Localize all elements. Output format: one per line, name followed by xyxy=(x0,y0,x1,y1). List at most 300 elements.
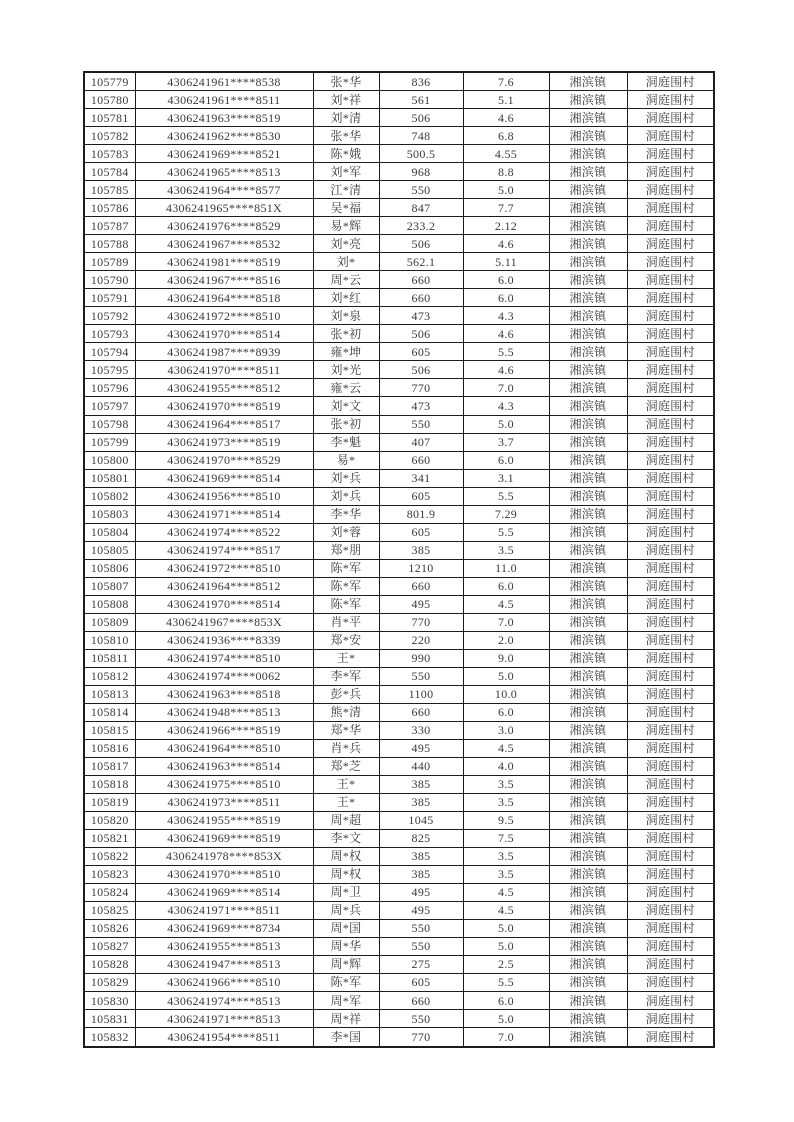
cell-village: 洞庭围村 xyxy=(627,235,714,253)
cell-masked-id-number: 4306241973****8511 xyxy=(135,793,313,811)
cell-amount-secondary: 4.6 xyxy=(463,235,549,253)
cell-serial-number: 105798 xyxy=(84,415,135,433)
cell-masked-name: 陈*军 xyxy=(313,577,379,595)
table-row xyxy=(84,235,714,253)
cell-amount: 550 xyxy=(379,415,463,433)
cell-amount: 385 xyxy=(379,847,463,865)
cell-masked-id-number: 4306241965****8513 xyxy=(135,163,313,181)
cell-amount-secondary: 6.8 xyxy=(463,127,549,145)
cell-amount-secondary: 4.3 xyxy=(463,397,549,415)
cell-serial-number: 105826 xyxy=(84,919,135,937)
cell-amount: 605 xyxy=(379,523,463,541)
cell-masked-id-number: 4306241971****8513 xyxy=(135,1010,313,1028)
table-row xyxy=(84,325,714,343)
cell-village: 洞庭围村 xyxy=(627,72,714,91)
cell-amount: 385 xyxy=(379,865,463,883)
cell-village: 洞庭围村 xyxy=(627,91,714,109)
cell-town: 湘滨镇 xyxy=(549,973,627,991)
cell-serial-number: 105795 xyxy=(84,361,135,379)
cell-amount: 770 xyxy=(379,613,463,631)
cell-masked-id-number: 4306241970****8510 xyxy=(135,865,313,883)
cell-masked-id-number: 4306241961****8538 xyxy=(135,72,313,91)
cell-amount: 847 xyxy=(379,199,463,217)
cell-masked-name: 刘*泉 xyxy=(313,307,379,325)
cell-amount-secondary: 4.6 xyxy=(463,325,549,343)
cell-amount: 660 xyxy=(379,289,463,307)
cell-amount-secondary: 3.0 xyxy=(463,721,549,739)
table-row xyxy=(84,595,714,613)
cell-masked-id-number: 4306241965****851X xyxy=(135,199,313,217)
cell-amount: 440 xyxy=(379,757,463,775)
cell-masked-id-number: 4306241961****8511 xyxy=(135,91,313,109)
cell-amount-secondary: 9.5 xyxy=(463,811,549,829)
cell-masked-id-number: 4306241967****8516 xyxy=(135,271,313,289)
cell-serial-number: 105827 xyxy=(84,937,135,955)
cell-amount-secondary: 7.0 xyxy=(463,1028,549,1047)
cell-serial-number: 105820 xyxy=(84,811,135,829)
cell-amount-secondary: 3.5 xyxy=(463,847,549,865)
cell-amount-secondary: 5.0 xyxy=(463,415,549,433)
cell-amount: 495 xyxy=(379,595,463,613)
cell-amount: 1100 xyxy=(379,685,463,703)
cell-serial-number: 105832 xyxy=(84,1028,135,1047)
cell-masked-name: 肖*兵 xyxy=(313,739,379,757)
cell-masked-name: 刘*文 xyxy=(313,397,379,415)
cell-village: 洞庭围村 xyxy=(627,1028,714,1047)
table-row xyxy=(84,775,714,793)
cell-masked-id-number: 4306241955****8512 xyxy=(135,379,313,397)
table-row xyxy=(84,253,714,271)
cell-serial-number: 105785 xyxy=(84,181,135,199)
cell-village: 洞庭围村 xyxy=(627,469,714,487)
cell-town: 湘滨镇 xyxy=(549,235,627,253)
cell-amount-secondary: 6.0 xyxy=(463,703,549,721)
cell-village: 洞庭围村 xyxy=(627,127,714,145)
cell-amount: 660 xyxy=(379,577,463,595)
cell-masked-name: 李*华 xyxy=(313,505,379,523)
cell-village: 洞庭围村 xyxy=(627,901,714,919)
cell-masked-id-number: 4306241971****8511 xyxy=(135,901,313,919)
cell-masked-name: 周*权 xyxy=(313,847,379,865)
cell-amount-secondary: 9.0 xyxy=(463,649,549,667)
cell-town: 湘滨镇 xyxy=(549,883,627,901)
cell-village: 洞庭围村 xyxy=(627,992,714,1010)
cell-masked-id-number: 4306241964****8577 xyxy=(135,181,313,199)
cell-masked-id-number: 4306241967****853X xyxy=(135,613,313,631)
table-row xyxy=(84,703,714,721)
cell-town: 湘滨镇 xyxy=(549,109,627,127)
cell-masked-name: 周*兵 xyxy=(313,901,379,919)
cell-serial-number: 105823 xyxy=(84,865,135,883)
table-row xyxy=(84,397,714,415)
cell-masked-name: 周*祥 xyxy=(313,1010,379,1028)
cell-amount-secondary: 8.8 xyxy=(463,163,549,181)
cell-amount: 660 xyxy=(379,451,463,469)
table-row xyxy=(84,973,714,991)
cell-village: 洞庭围村 xyxy=(627,865,714,883)
cell-masked-id-number: 4306241964****8512 xyxy=(135,577,313,595)
cell-masked-id-number: 4306241976****8529 xyxy=(135,217,313,235)
table-row xyxy=(84,469,714,487)
cell-village: 洞庭围村 xyxy=(627,217,714,235)
cell-masked-id-number: 4306241974****8517 xyxy=(135,541,313,559)
cell-amount-secondary: 5.0 xyxy=(463,667,549,685)
table-row xyxy=(84,127,714,145)
cell-town: 湘滨镇 xyxy=(549,379,627,397)
cell-masked-id-number: 4306241967****8532 xyxy=(135,235,313,253)
cell-amount: 506 xyxy=(379,325,463,343)
cell-masked-id-number: 4306241955****8519 xyxy=(135,811,313,829)
cell-amount: 341 xyxy=(379,469,463,487)
cell-town: 湘滨镇 xyxy=(549,865,627,883)
table-row xyxy=(84,919,714,937)
cell-amount-secondary: 5.0 xyxy=(463,181,549,199)
cell-masked-name: 周*华 xyxy=(313,937,379,955)
cell-town: 湘滨镇 xyxy=(549,307,627,325)
cell-amount-secondary: 5.11 xyxy=(463,253,549,271)
table-row xyxy=(84,901,714,919)
table-row xyxy=(84,487,714,505)
cell-masked-id-number: 4306241978****853X xyxy=(135,847,313,865)
cell-serial-number: 105817 xyxy=(84,757,135,775)
table-row xyxy=(84,685,714,703)
cell-serial-number: 105806 xyxy=(84,559,135,577)
cell-amount: 968 xyxy=(379,163,463,181)
cell-amount-secondary: 7.0 xyxy=(463,613,549,631)
cell-village: 洞庭围村 xyxy=(627,1010,714,1028)
cell-amount: 1210 xyxy=(379,559,463,577)
cell-serial-number: 105811 xyxy=(84,649,135,667)
cell-town: 湘滨镇 xyxy=(549,217,627,235)
table-row xyxy=(84,361,714,379)
cell-masked-id-number: 4306241975****8510 xyxy=(135,775,313,793)
cell-amount: 385 xyxy=(379,793,463,811)
cell-masked-id-number: 4306241966****8519 xyxy=(135,721,313,739)
cell-amount-secondary: 3.7 xyxy=(463,433,549,451)
table-row xyxy=(84,217,714,235)
cell-town: 湘滨镇 xyxy=(549,433,627,451)
cell-village: 洞庭围村 xyxy=(627,523,714,541)
cell-masked-name: 郑*华 xyxy=(313,721,379,739)
cell-masked-id-number: 4306241963****8519 xyxy=(135,109,313,127)
cell-amount: 770 xyxy=(379,1028,463,1047)
cell-village: 洞庭围村 xyxy=(627,793,714,811)
cell-masked-id-number: 4306241956****8510 xyxy=(135,487,313,505)
cell-village: 洞庭围村 xyxy=(627,181,714,199)
cell-masked-name: 周*权 xyxy=(313,865,379,883)
cell-amount: 550 xyxy=(379,937,463,955)
cell-village: 洞庭围村 xyxy=(627,721,714,739)
cell-masked-name: 陈*娥 xyxy=(313,145,379,163)
table-body xyxy=(84,72,714,1047)
cell-masked-name: 刘*祥 xyxy=(313,91,379,109)
table-row xyxy=(84,739,714,757)
table-row xyxy=(84,91,714,109)
cell-serial-number: 105803 xyxy=(84,505,135,523)
cell-amount: 660 xyxy=(379,703,463,721)
table-row xyxy=(84,649,714,667)
cell-amount-secondary: 7.29 xyxy=(463,505,549,523)
cell-amount: 506 xyxy=(379,361,463,379)
table-row xyxy=(84,271,714,289)
cell-amount: 562.1 xyxy=(379,253,463,271)
cell-town: 湘滨镇 xyxy=(549,847,627,865)
cell-serial-number: 105789 xyxy=(84,253,135,271)
cell-masked-name: 李*国 xyxy=(313,1028,379,1047)
table-row xyxy=(84,181,714,199)
cell-village: 洞庭围村 xyxy=(627,559,714,577)
cell-town: 湘滨镇 xyxy=(549,613,627,631)
cell-village: 洞庭围村 xyxy=(627,397,714,415)
cell-masked-name: 张*华 xyxy=(313,127,379,145)
cell-masked-name: 周*辉 xyxy=(313,955,379,973)
cell-serial-number: 105809 xyxy=(84,613,135,631)
cell-amount-secondary: 6.0 xyxy=(463,451,549,469)
table-row xyxy=(84,883,714,901)
cell-amount: 385 xyxy=(379,541,463,559)
table-row xyxy=(84,1010,714,1028)
cell-serial-number: 105807 xyxy=(84,577,135,595)
cell-amount-secondary: 4.5 xyxy=(463,883,549,901)
cell-amount-secondary: 4.6 xyxy=(463,361,549,379)
cell-village: 洞庭围村 xyxy=(627,883,714,901)
cell-village: 洞庭围村 xyxy=(627,505,714,523)
cell-village: 洞庭围村 xyxy=(627,415,714,433)
table-row xyxy=(84,199,714,217)
cell-serial-number: 105784 xyxy=(84,163,135,181)
cell-masked-id-number: 4306241969****8734 xyxy=(135,919,313,937)
table-row xyxy=(84,955,714,973)
cell-town: 湘滨镇 xyxy=(549,72,627,91)
cell-town: 湘滨镇 xyxy=(549,343,627,361)
cell-masked-name: 刘*亮 xyxy=(313,235,379,253)
cell-village: 洞庭围村 xyxy=(627,847,714,865)
cell-town: 湘滨镇 xyxy=(549,145,627,163)
cell-amount: 660 xyxy=(379,271,463,289)
cell-masked-name: 陈*军 xyxy=(313,595,379,613)
table-row xyxy=(84,541,714,559)
cell-town: 湘滨镇 xyxy=(549,685,627,703)
cell-amount-secondary: 4.5 xyxy=(463,901,549,919)
cell-masked-id-number: 4306241974****8522 xyxy=(135,523,313,541)
cell-masked-id-number: 4306241936****8339 xyxy=(135,631,313,649)
cell-town: 湘滨镇 xyxy=(549,325,627,343)
table-row xyxy=(84,109,714,127)
cell-town: 湘滨镇 xyxy=(549,811,627,829)
cell-masked-name: 李*文 xyxy=(313,829,379,847)
cell-amount: 495 xyxy=(379,883,463,901)
cell-amount: 990 xyxy=(379,649,463,667)
cell-masked-id-number: 4306241970****8529 xyxy=(135,451,313,469)
cell-serial-number: 105825 xyxy=(84,901,135,919)
cell-town: 湘滨镇 xyxy=(549,577,627,595)
cell-amount: 825 xyxy=(379,829,463,847)
cell-serial-number: 105808 xyxy=(84,595,135,613)
cell-amount-secondary: 4.5 xyxy=(463,595,549,613)
cell-masked-name: 张*初 xyxy=(313,325,379,343)
cell-serial-number: 105794 xyxy=(84,343,135,361)
cell-village: 洞庭围村 xyxy=(627,307,714,325)
table-row xyxy=(84,505,714,523)
cell-masked-id-number: 4306241964****8510 xyxy=(135,739,313,757)
cell-town: 湘滨镇 xyxy=(549,181,627,199)
cell-amount-secondary: 6.0 xyxy=(463,577,549,595)
cell-serial-number: 105813 xyxy=(84,685,135,703)
cell-masked-id-number: 4306241962****8530 xyxy=(135,127,313,145)
cell-masked-id-number: 4306241966****8510 xyxy=(135,973,313,991)
cell-town: 湘滨镇 xyxy=(549,757,627,775)
cell-village: 洞庭围村 xyxy=(627,955,714,973)
cell-amount: 605 xyxy=(379,487,463,505)
cell-masked-id-number: 4306241964****8517 xyxy=(135,415,313,433)
cell-serial-number: 105793 xyxy=(84,325,135,343)
cell-amount-secondary: 5.5 xyxy=(463,487,549,505)
cell-village: 洞庭围村 xyxy=(627,343,714,361)
cell-amount: 506 xyxy=(379,109,463,127)
cell-amount: 385 xyxy=(379,775,463,793)
cell-serial-number: 105800 xyxy=(84,451,135,469)
cell-serial-number: 105818 xyxy=(84,775,135,793)
cell-masked-id-number: 4306241963****8518 xyxy=(135,685,313,703)
cell-amount-secondary: 2.5 xyxy=(463,955,549,973)
table-row xyxy=(84,415,714,433)
cell-serial-number: 105781 xyxy=(84,109,135,127)
cell-village: 洞庭围村 xyxy=(627,487,714,505)
cell-masked-name: 雍*云 xyxy=(313,379,379,397)
cell-masked-id-number: 4306241969****8521 xyxy=(135,145,313,163)
cell-masked-name: 张*初 xyxy=(313,415,379,433)
cell-amount-secondary: 3.5 xyxy=(463,793,549,811)
cell-serial-number: 105797 xyxy=(84,397,135,415)
cell-amount: 605 xyxy=(379,343,463,361)
cell-serial-number: 105829 xyxy=(84,973,135,991)
cell-town: 湘滨镇 xyxy=(549,937,627,955)
cell-town: 湘滨镇 xyxy=(549,992,627,1010)
cell-amount-secondary: 5.0 xyxy=(463,937,549,955)
cell-amount: 836 xyxy=(379,72,463,91)
cell-town: 湘滨镇 xyxy=(549,523,627,541)
cell-serial-number: 105790 xyxy=(84,271,135,289)
cell-serial-number: 105830 xyxy=(84,992,135,1010)
cell-village: 洞庭围村 xyxy=(627,937,714,955)
cell-masked-id-number: 4306241973****8519 xyxy=(135,433,313,451)
cell-village: 洞庭围村 xyxy=(627,631,714,649)
cell-masked-name: 王* xyxy=(313,649,379,667)
cell-amount-secondary: 6.0 xyxy=(463,289,549,307)
cell-serial-number: 105788 xyxy=(84,235,135,253)
cell-masked-name: 刘*清 xyxy=(313,109,379,127)
cell-village: 洞庭围村 xyxy=(627,811,714,829)
cell-masked-name: 雍*坤 xyxy=(313,343,379,361)
cell-amount-secondary: 5.1 xyxy=(463,91,549,109)
cell-amount: 495 xyxy=(379,739,463,757)
cell-masked-id-number: 4306241981****8519 xyxy=(135,253,313,271)
cell-amount: 605 xyxy=(379,973,463,991)
table-row xyxy=(84,72,714,91)
cell-masked-name: 李*军 xyxy=(313,667,379,685)
cell-village: 洞庭围村 xyxy=(627,325,714,343)
cell-village: 洞庭围村 xyxy=(627,289,714,307)
cell-masked-id-number: 4306241964****8518 xyxy=(135,289,313,307)
cell-village: 洞庭围村 xyxy=(627,685,714,703)
cell-masked-id-number: 4306241987****8939 xyxy=(135,343,313,361)
cell-masked-name: 易* xyxy=(313,451,379,469)
cell-amount: 500.5 xyxy=(379,145,463,163)
cell-amount-secondary: 7.0 xyxy=(463,379,549,397)
cell-town: 湘滨镇 xyxy=(549,631,627,649)
cell-masked-name: 陈*军 xyxy=(313,559,379,577)
cell-amount: 550 xyxy=(379,181,463,199)
cell-amount: 233.2 xyxy=(379,217,463,235)
cell-amount: 550 xyxy=(379,919,463,937)
cell-masked-id-number: 4306241969****8519 xyxy=(135,829,313,847)
table-row xyxy=(84,523,714,541)
table-row xyxy=(84,721,714,739)
cell-amount-secondary: 3.5 xyxy=(463,775,549,793)
cell-amount: 550 xyxy=(379,1010,463,1028)
cell-amount-secondary: 4.55 xyxy=(463,145,549,163)
cell-village: 洞庭围村 xyxy=(627,253,714,271)
table-row xyxy=(84,811,714,829)
cell-amount: 473 xyxy=(379,307,463,325)
cell-town: 湘滨镇 xyxy=(549,955,627,973)
cell-serial-number: 105782 xyxy=(84,127,135,145)
cell-village: 洞庭围村 xyxy=(627,451,714,469)
cell-serial-number: 105810 xyxy=(84,631,135,649)
table-row xyxy=(84,559,714,577)
cell-masked-name: 熊*清 xyxy=(313,703,379,721)
table-row xyxy=(84,163,714,181)
cell-amount: 220 xyxy=(379,631,463,649)
cell-masked-name: 郑*芝 xyxy=(313,757,379,775)
cell-amount-secondary: 2.0 xyxy=(463,631,549,649)
cell-village: 洞庭围村 xyxy=(627,667,714,685)
cell-town: 湘滨镇 xyxy=(549,487,627,505)
cell-serial-number: 105816 xyxy=(84,739,135,757)
data-table xyxy=(83,71,715,1048)
cell-amount: 561 xyxy=(379,91,463,109)
cell-serial-number: 105828 xyxy=(84,955,135,973)
cell-town: 湘滨镇 xyxy=(549,505,627,523)
cell-masked-id-number: 4306241972****8510 xyxy=(135,307,313,325)
cell-masked-name: 刘*红 xyxy=(313,289,379,307)
cell-amount-secondary: 4.3 xyxy=(463,307,549,325)
cell-amount-secondary: 5.0 xyxy=(463,1010,549,1028)
cell-serial-number: 105812 xyxy=(84,667,135,685)
cell-masked-id-number: 4306241974****0062 xyxy=(135,667,313,685)
table-row xyxy=(84,847,714,865)
cell-serial-number: 105787 xyxy=(84,217,135,235)
cell-town: 湘滨镇 xyxy=(549,541,627,559)
cell-town: 湘滨镇 xyxy=(549,397,627,415)
cell-masked-name: 郑*安 xyxy=(313,631,379,649)
cell-amount-secondary: 10.0 xyxy=(463,685,549,703)
cell-serial-number: 105802 xyxy=(84,487,135,505)
cell-serial-number: 105815 xyxy=(84,721,135,739)
cell-amount: 550 xyxy=(379,667,463,685)
table-row xyxy=(84,793,714,811)
table-row xyxy=(84,145,714,163)
cell-village: 洞庭围村 xyxy=(627,577,714,595)
cell-town: 湘滨镇 xyxy=(549,451,627,469)
cell-amount-secondary: 5.5 xyxy=(463,343,549,361)
cell-serial-number: 105783 xyxy=(84,145,135,163)
cell-masked-name: 郑*朋 xyxy=(313,541,379,559)
cell-amount-secondary: 4.0 xyxy=(463,757,549,775)
cell-amount: 801.9 xyxy=(379,505,463,523)
cell-serial-number: 105819 xyxy=(84,793,135,811)
cell-town: 湘滨镇 xyxy=(549,163,627,181)
